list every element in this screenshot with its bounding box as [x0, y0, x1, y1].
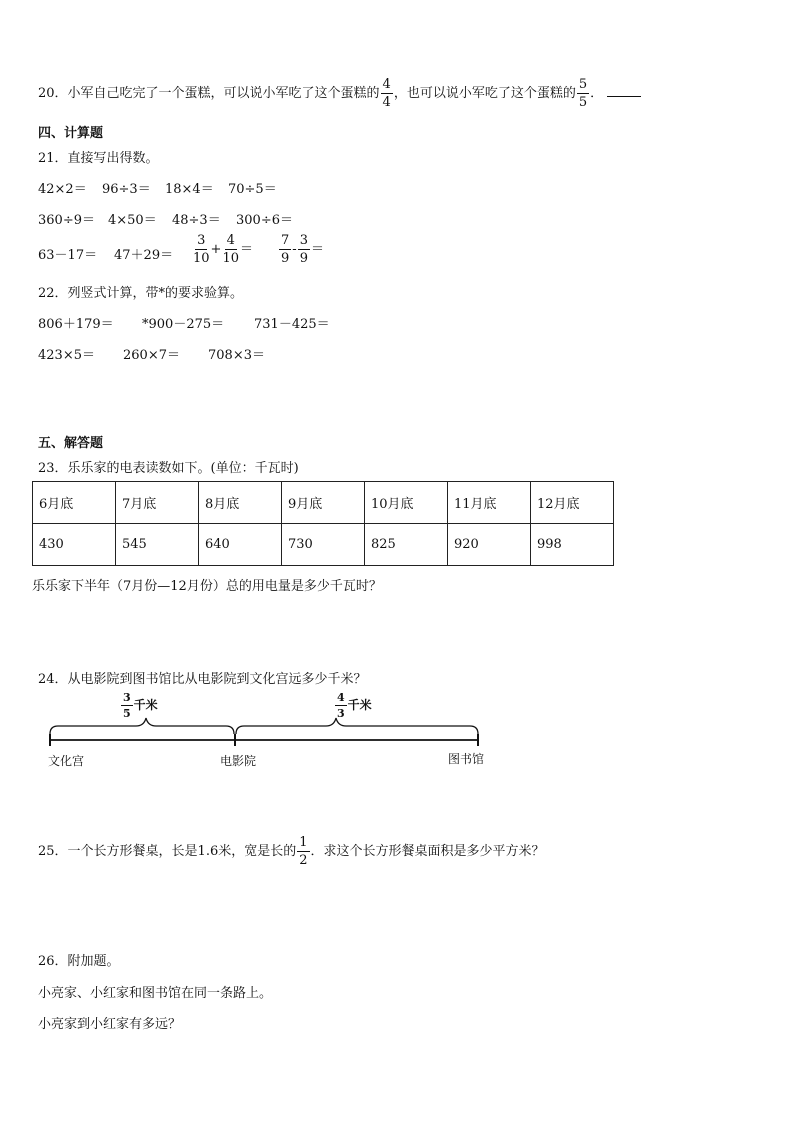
q25-text-b: ．求这个长方形餐桌面积是多少平方米？: [310, 844, 545, 859]
equals: ＝: [240, 242, 254, 257]
table-cell: 430: [33, 524, 116, 566]
meter-reading-table: [32, 481, 614, 566]
table-row: [33, 524, 614, 566]
q23-question: 乐乐家下半年（7月份—12月份）总的用电量是多少千瓦时？: [32, 579, 382, 594]
fraction: $\frac{5}{5}$: [578, 77, 588, 110]
table-header-cell: 12月底: [531, 482, 614, 524]
expression: 48÷3＝: [172, 213, 221, 228]
operator: +: [210, 242, 222, 257]
label-library: 图书馆: [448, 752, 485, 766]
expression: 4×50＝: [108, 213, 157, 228]
fraction-expression: [192, 234, 253, 265]
expression: 300÷6＝: [236, 213, 293, 228]
expression: 731－425＝: [254, 317, 330, 332]
table-header-cell: 9月底: [282, 482, 365, 524]
table-cell: 998: [531, 524, 614, 566]
expression: 63－17＝: [38, 248, 98, 263]
section-heading-5: 五、解答题: [38, 436, 104, 451]
answer-blank[interactable]: [607, 84, 641, 97]
equals: ＝: [310, 242, 324, 257]
question-23-title: 23．乐乐家的电表读数如下。(单位：千瓦时): [38, 461, 299, 476]
fraction: $\frac{7}{9}$: [281, 233, 290, 266]
expression: 806＋179＝: [38, 317, 114, 332]
question-25: [38, 836, 545, 867]
q21-row-3: [38, 234, 358, 274]
q25-text-a: 25．一个长方形餐桌，长是1.6米，宽是长的: [38, 844, 297, 859]
right-distance-label: [334, 692, 372, 719]
fraction: $\frac{4}{4}$: [382, 77, 391, 110]
expression: 260×7＝: [123, 348, 180, 363]
left-distance-label: [120, 692, 158, 719]
question-24-title: 24．从电影院到图书馆比从电影院到文化宫远多少千米？: [38, 672, 367, 687]
expression: 18×4＝: [165, 182, 214, 197]
section-heading-4: 四、计算题: [38, 126, 104, 141]
table-header-cell: 7月底: [116, 482, 199, 524]
table-cell: 825: [365, 524, 448, 566]
label-cultural-palace: 文化宫: [48, 754, 85, 768]
fraction: $\frac{4}{10}$: [222, 233, 239, 266]
table-header-cell: 6月底: [33, 482, 116, 524]
fraction: $\frac{3}{9}$: [299, 233, 308, 266]
expression: 708×3＝: [208, 348, 265, 363]
table-cell: 920: [448, 524, 531, 566]
expression: 42×2＝: [38, 182, 87, 197]
fraction: $\frac{1}{2}$: [299, 835, 308, 868]
q26-line-1: 小亮家、小红家和图书馆在同一条路上。: [38, 986, 273, 1001]
table-cell: 545: [116, 524, 199, 566]
q20-text-c: ．: [590, 86, 604, 101]
unit: 千米: [347, 698, 372, 712]
q20-text-a: 20．小军自己吃完了一个蛋糕，可以说小军吃了这个蛋糕的: [38, 86, 380, 101]
q26-line-2: 小亮家到小红家有多远？: [38, 1017, 182, 1032]
unit: 千米: [133, 698, 158, 712]
table-cell: 730: [282, 524, 365, 566]
fraction: $\frac{4}{3}$: [337, 691, 345, 720]
q20-text-b: ，也可以说小军吃了这个蛋糕的: [393, 86, 576, 101]
table-header-row: [33, 482, 614, 524]
expression: 96÷3＝: [102, 182, 151, 197]
expression: 360÷9＝: [38, 213, 95, 228]
distance-diagram: [44, 692, 494, 772]
expression: 47＋29＝: [114, 248, 174, 263]
operator: -: [292, 242, 297, 257]
fraction: $\frac{3}{10}$: [193, 233, 210, 266]
fraction: $\frac{3}{5}$: [123, 691, 131, 720]
expression: *900－275＝: [142, 317, 225, 332]
table-cell: 640: [199, 524, 282, 566]
question-26-title: 26．附加题。: [38, 954, 120, 969]
left-brace: [50, 718, 234, 734]
question-21-title: 21．直接写出得数。: [38, 151, 159, 166]
expression: 70÷5＝: [228, 182, 277, 197]
table-header-cell: 10月底: [365, 482, 448, 524]
table-header-cell: 11月底: [448, 482, 531, 524]
label-cinema: 电影院: [220, 754, 257, 768]
question-20: [38, 78, 641, 109]
brace-diagram-svg: [44, 692, 494, 752]
right-brace: [236, 718, 478, 734]
table-header-cell: 8月底: [199, 482, 282, 524]
expression: 423×5＝: [38, 348, 95, 363]
question-22-title: 22．列竖式计算，带*的要求验算。: [38, 286, 244, 301]
fraction-expression: [278, 234, 324, 265]
